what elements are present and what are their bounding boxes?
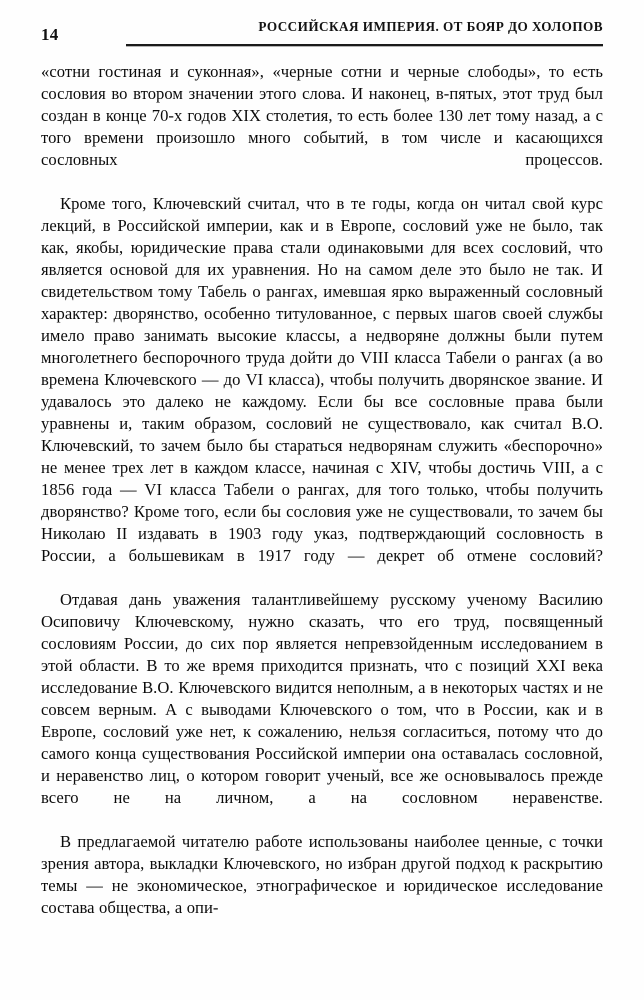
- paragraph: Отдавая дань уважения талантливейшему русскому ученому Василию Осиповичу Ключевскому, нужно сказать, что его труд, посвященный сословиям России, до сих пор является непревзойденным исследованием в этой области. В то же время приходится признать, что с позиций XXI века исследование В.О. Ключевского видится неполным, а в некоторых частях и не совсем верным. А с выводами Ключевского о том, что в России, как и в Европе, сословий уже нет, к сожалению, нельзя согласиться, потому что до самого конца существования Российской империи она оставалась сословной, и неравенство лиц, о котором говорит ученый, все же основывалось прежде всего не на личном, а на сословном неравенстве.: [41, 590, 603, 807]
- paragraph: В предлагаемой читателю работе использованы наиболее ценные, с точки зрения автора, выкладки Ключевского, но избран другой подход к раскрытию темы — не экономическое, этнографическое и юридическое исследование состава общества, а опи-: [41, 832, 603, 917]
- running-head-title: РОССИЙСКАЯ ИМПЕРИЯ. ОТ БОЯР ДО ХОЛОПОВ: [258, 19, 603, 34]
- paragraph: Кроме того, Ключевский считал, что в те годы, когда он читал свой курс лекций, в Российской империи, как и в Европе, сословий уже не было, так как, якобы, юридические права стали одинаковыми для всех сословий, что является основой для их уравнения. Но на самом деле это было не так. И свидетельством тому Табель о рангах, имевшая ярко выраженный сословный характер: дворянство, особенно титулованное, с первых шагов своей службы имело право занимать высокие классы, а недворяне должны были путем многолетнего беспорочного труда дойти до VIII класса Табели о рангах (а во времена Ключевского — до VI класса), чтобы получить дворянское звание. И удавалось это далеко не каждому. Если бы все сословные права были уравнены и, таким образом, сословий не существовало, как считал В.О. Ключевский, то зачем было бы стараться недворянам служить «беспорочно» не менее трех лет в каждом классе, начиная с XIV, чтобы достичь VIII, а с 1856 года — VI класса Табели о рангах, для того только, чтобы получить дворянство? Кроме того, если бы сословия уже не существовали, то зачем бы Николаю II издавать в 1903 году указ, подтверждающий сословность в России, а большевикам в 1917 году — декрет об отмене сословий?: [41, 194, 603, 565]
- page-number: 14: [41, 25, 59, 44]
- header-rule: [126, 44, 603, 46]
- running-head: [0, 0, 644, 60]
- paragraph: «сотни гостиная и суконная», «черные сотни и черные слободы», то есть сословия во втором значении этого слова. И наконец, в-пятых, этот труд был создан в конце 70-х годов XIX столетия, то есть более 130 лет тому назад, а с того времени произошло много событий, в том числе и касающихся сословных процессов.: [41, 62, 603, 169]
- body-text: [41, 61, 603, 919]
